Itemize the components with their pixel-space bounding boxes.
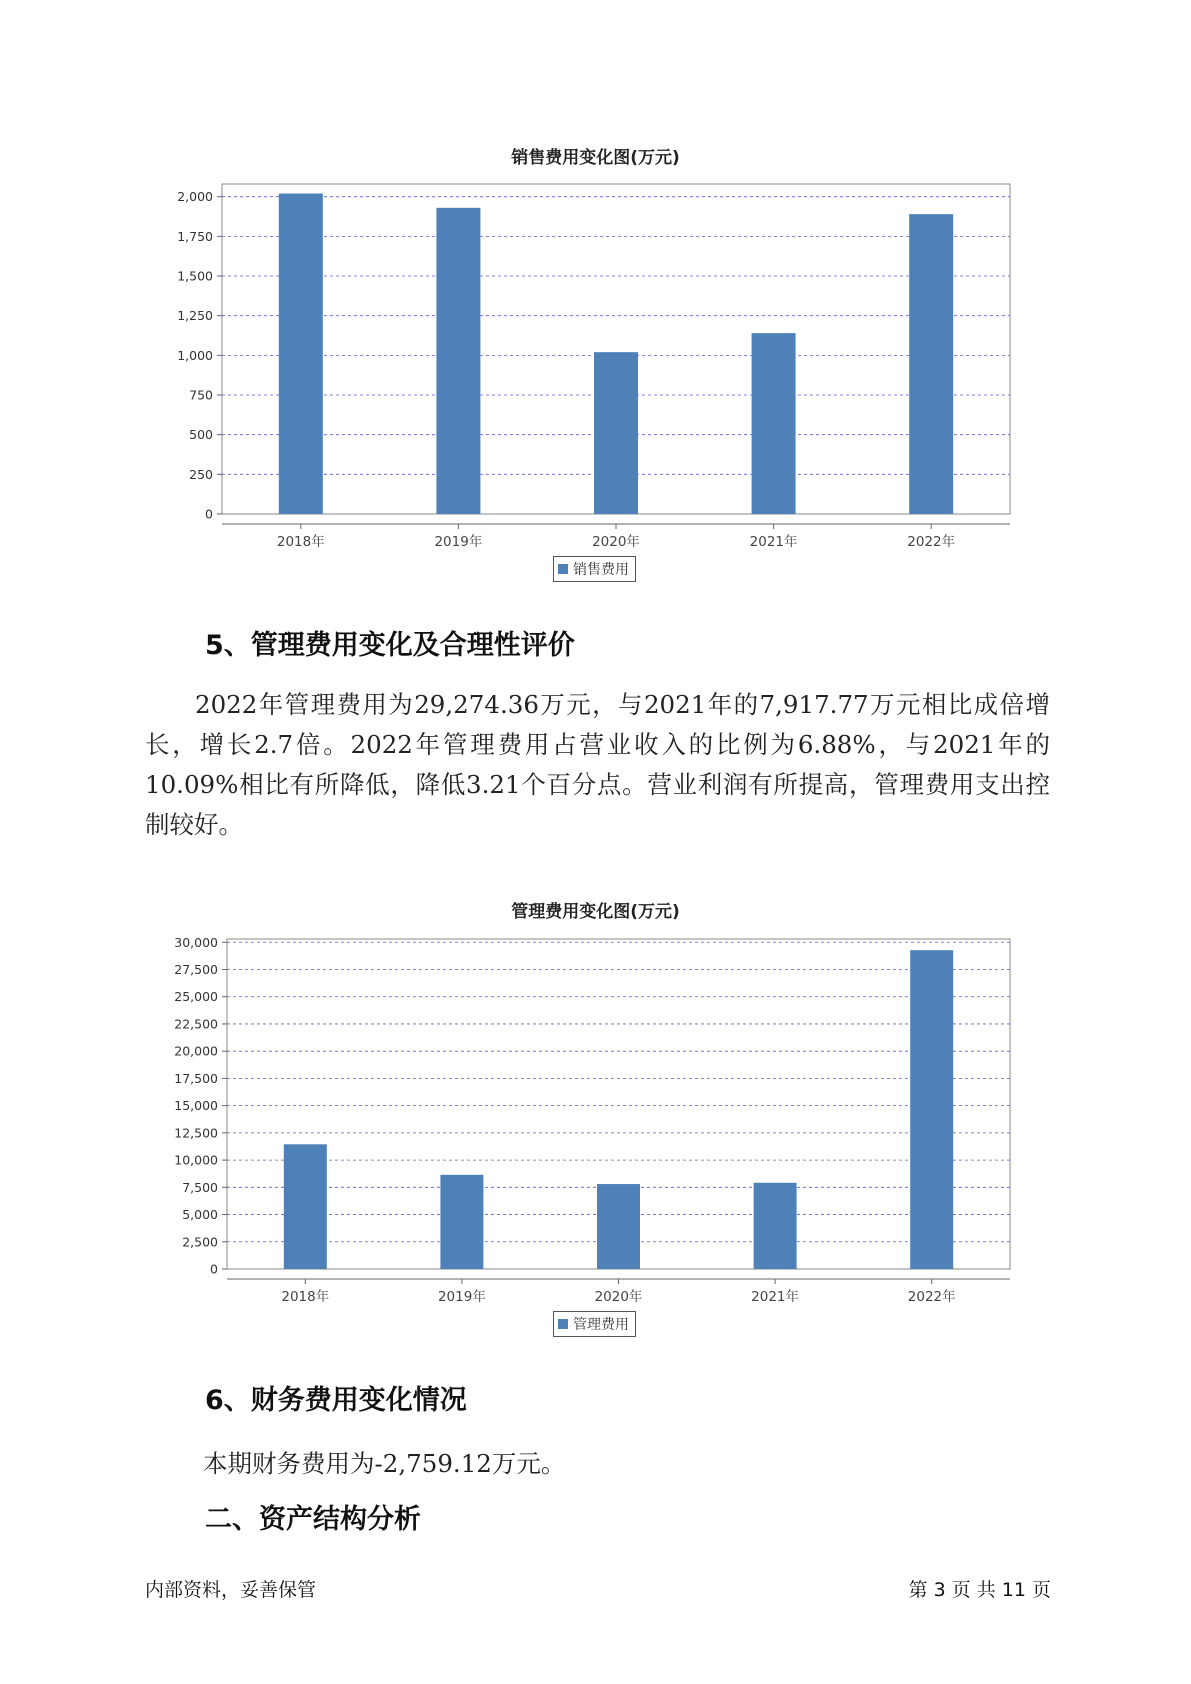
y-tick-label: 1,250 xyxy=(177,308,213,324)
x-tick-label: 2022年 xyxy=(907,1289,956,1305)
y-tick-label: 22,500 xyxy=(174,1016,218,1032)
legend-swatch xyxy=(558,564,568,574)
bar xyxy=(754,1183,797,1269)
bar xyxy=(910,950,953,1269)
y-tick-label: 17,500 xyxy=(174,1070,218,1086)
y-tick-label: 27,500 xyxy=(174,961,218,977)
legend-label: 销售费用 xyxy=(573,562,629,578)
y-tick-label: 250 xyxy=(189,466,213,482)
section-two-heading: 二、资产结构分析 xyxy=(205,1504,421,1535)
admin-chart-legend xyxy=(553,1311,636,1337)
y-tick-label: 15,000 xyxy=(174,1098,218,1114)
y-tick-label: 500 xyxy=(189,427,213,443)
x-tick-label: 2022年 xyxy=(907,534,956,550)
section-5-paragraph: 2022年管理费用为29,274.36万元，与2021年的7,917.77万元相比成倍增长，增长2.7倍。2022年管理费用占营业收入的比例为6.88%，与2021年的10.09%相比有所降低，降低3.21个百分点。营业利润有所提高，管理费用支出控制较好。 xyxy=(145,690,1050,839)
footer-page-number: 第 3 页 共 11 页 xyxy=(908,1579,1051,1601)
admin-expense-chart xyxy=(0,925,1191,1305)
y-tick-label: 20,000 xyxy=(174,1043,218,1059)
x-tick-label: 2019年 xyxy=(437,1289,486,1305)
bar xyxy=(436,208,480,514)
x-tick-label: 2020年 xyxy=(592,534,640,550)
y-tick-label: 7,500 xyxy=(182,1179,218,1195)
y-tick-label: 30,000 xyxy=(174,934,218,950)
y-tick-label: 25,000 xyxy=(174,989,218,1005)
x-tick-label: 2021年 xyxy=(751,1289,800,1305)
x-tick-label: 2018年 xyxy=(281,1289,330,1305)
x-tick-label: 2021年 xyxy=(749,534,798,550)
y-tick-label: 10,000 xyxy=(174,1152,218,1168)
y-tick-label: 1,500 xyxy=(177,268,213,284)
admin-chart-title: 管理费用变化图(万元) xyxy=(511,902,680,922)
bar xyxy=(279,194,323,514)
legend-swatch xyxy=(558,1319,568,1329)
bar xyxy=(284,1144,327,1269)
y-tick-label: 5,000 xyxy=(182,1207,218,1223)
footer-left: 内部资料，妥善保管 xyxy=(145,1579,317,1601)
section-6-text: 本期财务费用为-2,759.12万元。 xyxy=(203,1449,566,1478)
y-tick-label: 0 xyxy=(205,506,213,522)
x-tick-label: 2018年 xyxy=(276,534,325,550)
bar xyxy=(594,352,638,514)
section-5-heading: 5、管理费用变化及合理性评价 xyxy=(205,630,575,661)
legend-label: 管理费用 xyxy=(573,1317,629,1333)
y-tick-label: 750 xyxy=(189,387,213,403)
y-tick-label: 1,750 xyxy=(177,228,213,244)
y-tick-label: 12,500 xyxy=(174,1125,218,1141)
y-tick-label: 0 xyxy=(210,1261,218,1277)
section-6-heading: 6、财务费用变化情况 xyxy=(205,1385,467,1416)
y-tick-label: 1,000 xyxy=(177,347,213,363)
bar xyxy=(909,214,953,514)
sales-chart-title: 销售费用变化图(万元) xyxy=(511,148,680,168)
y-tick-label: 2,000 xyxy=(177,189,213,205)
x-tick-label: 2019年 xyxy=(434,534,483,550)
sales-expense-chart xyxy=(0,170,1191,550)
bar xyxy=(597,1184,640,1269)
y-tick-label: 2,500 xyxy=(182,1234,218,1250)
x-tick-label: 2020年 xyxy=(594,1289,643,1305)
bar xyxy=(440,1175,483,1269)
sales-chart-legend xyxy=(553,556,636,582)
bar xyxy=(752,333,796,514)
